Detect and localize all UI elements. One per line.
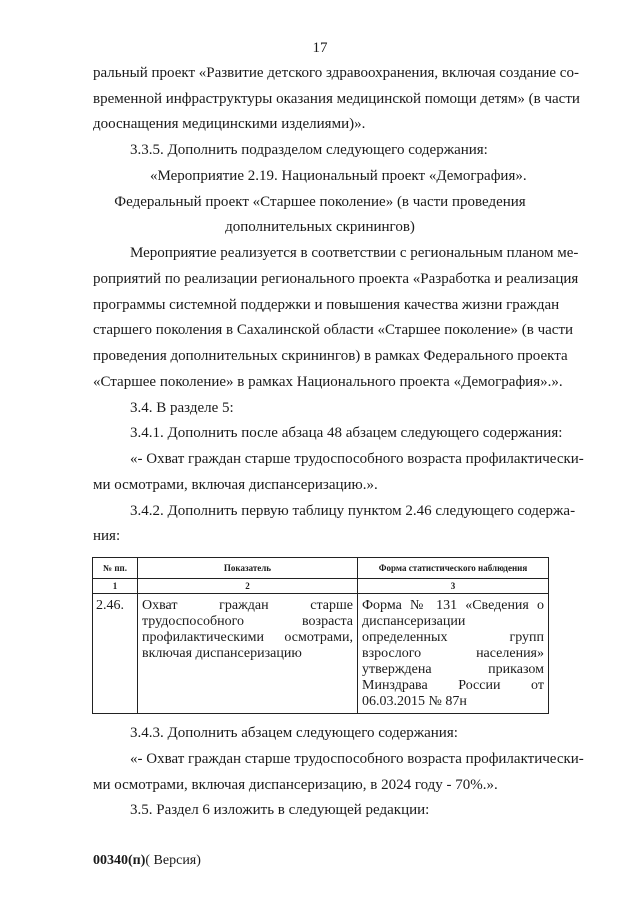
header-cell: Показатель xyxy=(138,558,358,579)
text-line: дооснащения медицинскими изделиями)». xyxy=(93,116,366,132)
footer xyxy=(93,851,201,871)
text-line: проведения дополнительных скринингов) в рамках Федерального проекта xyxy=(93,348,568,364)
text-line: 3.3.5. Дополнить подразделом следующего содержания: xyxy=(130,142,488,158)
text-line: Федеральный проект «Старшее поколение» (в части проведения xyxy=(114,194,526,210)
text-line: «Мероприятие 2.19. Национальный проект «Демография». xyxy=(150,168,527,184)
header-cell: Форма статистического наблюдения xyxy=(358,558,549,579)
indicator-cell: Охват граждан старше трудоспособного возраста профилактическими осмотрами, включая диспансеризацию xyxy=(138,594,358,714)
text-line: «- Охват граждан старше трудоспособного возраста профилактически- xyxy=(130,451,584,467)
column-number: 2 xyxy=(138,579,358,594)
text-line: Мероприятие реализуется в соответствии с региональным планом ме- xyxy=(130,245,579,261)
indicator-table xyxy=(92,557,549,714)
column-number: 3 xyxy=(358,579,549,594)
version-label: ( Версия) xyxy=(145,853,201,868)
table-row xyxy=(93,594,549,714)
form-cell: Форма № 131 «Сведения о диспансеризации определенных групп взрослого населения» утверждена приказом Минздрава России от 06.03.2015 № 87н xyxy=(358,594,549,714)
text-line: старшего поколения в Сахалинской области «Старшее поколение» (в части xyxy=(93,322,574,338)
text-line: «Старшее поколение» в рамках Национального проекта «Демография».». xyxy=(93,374,563,390)
text-line: 3.4.3. Дополнить абзацем следующего содержания: xyxy=(130,725,458,741)
text-line: дополнительных скринингов) xyxy=(225,219,415,235)
text-line: ральный проект «Развитие детского здравоохранения, включая создание со- xyxy=(93,65,579,81)
text-line: программы системной поддержки и повышения качества жизни граждан xyxy=(93,297,560,313)
text-line: 3.4.2. Дополнить первую таблицу пунктом 2.46 следующего содержа- xyxy=(130,503,576,519)
document-code: 00340(п) xyxy=(93,853,146,868)
page-number: 17 xyxy=(312,40,328,56)
row-number: 2.46. xyxy=(93,594,138,714)
text-line: роприятий по реализации регионального проекта «Разработка и реализация xyxy=(93,271,579,287)
text-line: 3.4.1. Дополнить после абзаца 48 абзацем следующего содержания: xyxy=(130,425,563,441)
table-header-row xyxy=(93,558,549,579)
header-cell: № пп. xyxy=(93,558,138,579)
text-line: 3.5. Раздел 6 изложить в следующей редакции: xyxy=(130,802,430,818)
table-number-row xyxy=(93,579,549,594)
text-line: временной инфраструктуры оказания медицинской помощи детям» (в части xyxy=(93,91,580,107)
text-line: ми осмотрами, включая диспансеризацию.». xyxy=(93,477,378,493)
column-number: 1 xyxy=(93,579,138,594)
text-line: ми осмотрами, включая диспансеризацию, в 2024 году - 70%.». xyxy=(93,777,498,793)
text-line: «- Охват граждан старше трудоспособного возраста профилактически- xyxy=(130,751,584,767)
text-line: ния: xyxy=(93,528,121,544)
text-line: 3.4. В разделе 5: xyxy=(130,400,234,416)
